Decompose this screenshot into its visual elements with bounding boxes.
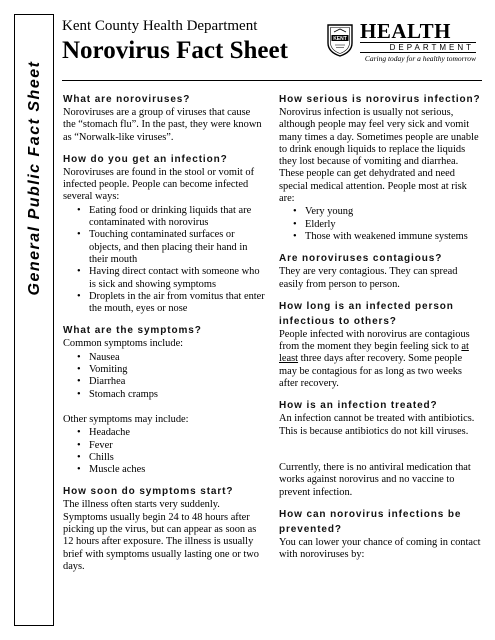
list-item: • Vomiting <box>63 364 265 376</box>
list-item: • Muscle aches <box>63 464 265 476</box>
section-contagious <box>279 251 481 291</box>
section-body: Common symptoms include: <box>63 338 184 350</box>
list-item: • Droplets in the air from vomitus that enter the mouth, eyes or nose <box>63 291 265 316</box>
list-item: • Eating food or drinking liquids that are contaminated with norovirus <box>63 205 265 230</box>
section-body: Noroviruses are a group of viruses that cause the “stomach flu”. In the past, they were known as “Norwalk-like viruses”. <box>63 107 262 143</box>
other-symptoms-list <box>63 427 265 476</box>
body-text: People infected with norovirus are contagious from the moment they begin feeling sick to <box>279 328 470 353</box>
list-item: • Stomach cramps <box>63 389 265 401</box>
department-name: Kent County Health Department <box>62 18 258 34</box>
list-item: • Elderly <box>279 219 481 231</box>
page-title: Norovirus Fact Sheet <box>62 37 288 64</box>
section-heading: Are noroviruses contagious? <box>279 253 443 265</box>
section-heading: How soon do symptoms start? <box>63 486 234 498</box>
seal-text: KENT <box>333 35 347 42</box>
list-item: • Those with weakened immune systems <box>279 231 481 243</box>
section-body: They are very contagious. They can spread easily from person to person. <box>279 266 458 290</box>
section-infectious-duration <box>279 299 481 390</box>
section-body: Other symptoms may include: <box>63 413 189 425</box>
list-item: • Very young <box>279 206 481 218</box>
logo-department-text: DEPARTMENT <box>360 42 476 53</box>
logo-tagline: Caring today for a healthy tomorrow <box>364 54 476 63</box>
section-heading: What are noroviruses? <box>63 94 191 105</box>
common-symptoms-list <box>63 352 265 401</box>
section-treatment <box>279 398 481 498</box>
section-body: You can lower your chance of coming in contact with noroviruses by: <box>279 536 481 561</box>
section-body: Noroviruses are found in the stool or vomit of infected people. People can become infected several ways: <box>63 166 255 203</box>
header-divider <box>62 80 482 81</box>
logo-health-text: HEALTH <box>360 19 451 43</box>
left-column <box>63 84 265 573</box>
section-symptoms <box>63 323 265 476</box>
section-symptom-onset <box>63 484 265 573</box>
health-department-logo <box>360 21 476 63</box>
sidebar-title-text: General Public Fact Sheet <box>26 60 43 296</box>
section-what-are-noroviruses <box>63 92 265 144</box>
infection-ways-list <box>63 205 265 316</box>
at-risk-list <box>279 206 481 243</box>
section-heading: How can norovirus infections be prevented? <box>279 508 462 535</box>
section-heading: How is an infection treated? <box>279 400 438 412</box>
list-item: • Fever <box>63 440 265 452</box>
list-item: • Touching contaminated surfaces or objects, and then placing their hand in their mouth <box>63 229 265 266</box>
list-item: • Headache <box>63 427 265 439</box>
section-heading: How serious is norovirus infection? <box>279 94 481 105</box>
sidebar-frame <box>14 14 54 626</box>
list-item: • Nausea <box>63 352 265 364</box>
section-body: The illness often starts very suddenly. Symptoms usually begin 24 to 48 hours after picking up the virus, but can appear as soon as 12 hours after exposure. The illness is usually brief with symptoms usually lasting one or two days. <box>63 499 259 572</box>
list-item: • Chills <box>63 452 265 464</box>
right-column <box>279 84 481 561</box>
section-heading: What are the symptoms? <box>63 325 202 337</box>
section-body: Currently, there is no antiviral medication that works against norovirus and no vaccine to prevent infection. <box>279 461 471 498</box>
section-heading: How long is an infected person infectious to others? <box>279 300 454 327</box>
section-heading: How do you get an infection? <box>63 153 228 165</box>
list-item: • Having direct contact with someone who is sick and showing symptoms <box>63 266 265 291</box>
section-body: Norovirus infection is usually not serious, although people may feel very sick and vomit many times a day. Sometimes people are unable to drink enough liquids to replace the liquids they lost because of vomiting and diarrhea. These people can get dehydrated and need special medical attention. People most at risk are: <box>279 107 479 205</box>
county-seal-logo <box>325 23 355 57</box>
list-item: • Diarrhea <box>63 376 265 388</box>
underlined-text: at least <box>279 341 469 365</box>
section-body <box>279 329 481 390</box>
section-how-infected <box>63 152 265 316</box>
section-prevention <box>279 507 481 562</box>
section-how-serious <box>279 92 481 243</box>
body-text: three days after recovery. Some people may be contagious for as long as two weeks after recovery. <box>279 353 463 390</box>
section-body: An infection cannot be treated with antibiotics. This is because antibiotics do not kill viruses. <box>279 413 475 437</box>
